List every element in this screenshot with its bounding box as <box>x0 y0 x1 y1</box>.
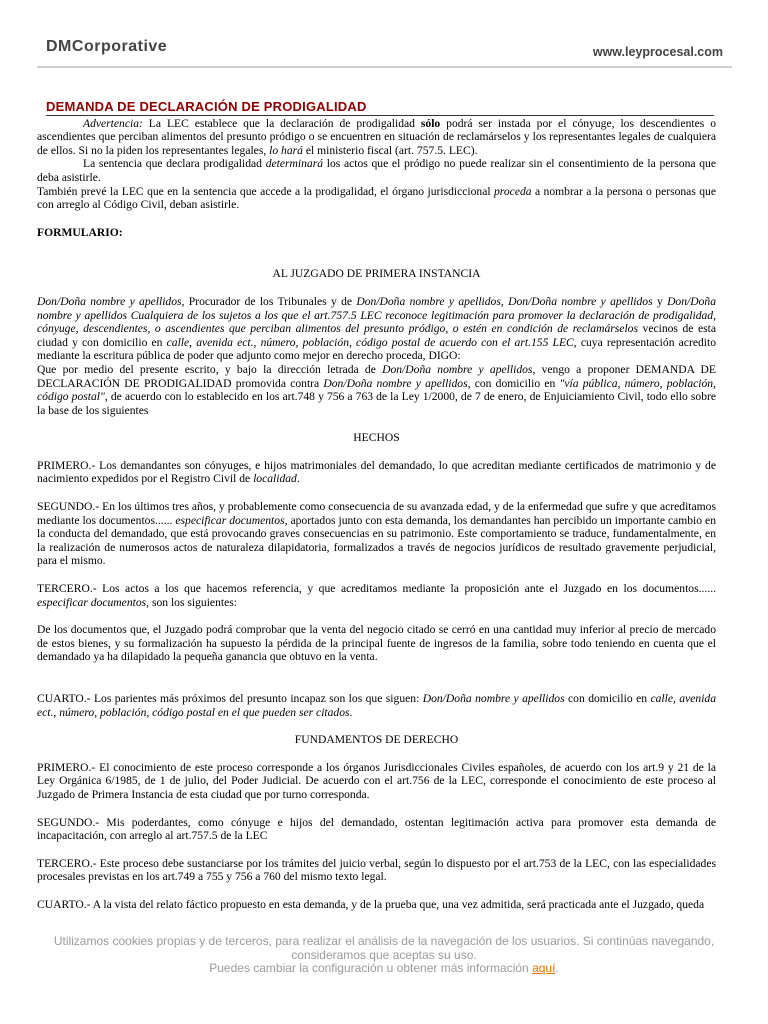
comparecencia-paragraph <box>37 295 716 363</box>
text-run: los actos que el pródigo no puede realizar sin el consentimiento de la persona que deba asistirle. <box>37 157 716 184</box>
text-run: , aportados junto con esta demanda, los demandantes han percibido un importante cambio en la conducta del demandado, que está provocando graves consecuencias en su patrimonio. Este comportamiento se traduce, fundamentalmente, en la realización de numerosos actos de naturaleza dilapidatoria, formalizados a través de negocios jurídicos de resultado gravemente perjudicial, para el mismo. <box>37 513 716 568</box>
hecho-segundo <box>37 500 716 568</box>
text-italic: lo hará <box>269 143 303 157</box>
text-run: a nombrar a la persona o personas que con arreglo al Código Civil, deban asistirle. <box>37 184 716 212</box>
juzgado-heading: AL JUZGADO DE PRIMERA INSTANCIA <box>272 267 481 281</box>
text-run: SEGUNDO.- En los últimos tres años, y probablemente como consecuencia de su avanzada edad, y de la enfermedad que sufre y que acreditamos mediante los documentos...... <box>37 500 716 527</box>
text-italic: Don/Doña nombre y apellidos <box>382 362 533 376</box>
hecho-tercero <box>37 582 716 609</box>
tambien-paragraph <box>37 185 716 212</box>
text-italic: especificar documentos <box>175 513 285 527</box>
demanda-paragraph <box>37 363 716 417</box>
brand-logo[interactable]: DMCorporative <box>46 38 168 55</box>
text-italic: Don/Doña nombre y apellidos <box>323 376 468 390</box>
text-run: vecinos de esta ciudad y con domicilio en <box>37 322 716 349</box>
text-italic: calle, avenida ect., número, población, código postal en el que pueden ser citados <box>37 692 717 719</box>
text-run: , cuya representación acredito mediante la escritura pública de poder que adjunto como mejor en derecho proceda, DIGO: <box>37 335 716 363</box>
hecho-tercero-detalle: De los documentos que, el Juzgado podrá comprobar que la venta del negocio citado se cerró en una cantidad muy inferior al precio de mercado de estos bienes, y su formalización ha supuesto la pérdida de la principal fuente de ingresos de la familia, sobre todo teniendo en cuenta que el demandado ya ha dilapidado la pequeña ganancia que obtuvo en la venta. <box>37 623 716 664</box>
text-run: el ministerio fiscal (art. 757.5. LEC). <box>302 143 478 157</box>
text-run: La LEC establece que la declaración de prodigalidad <box>142 116 421 130</box>
cookie-more-info-link[interactable]: aquí <box>532 961 556 975</box>
text-italic: Don/Doña nombre y apellidos Cualquiera de los sujetos a los que el art.757.5 LEC reconoce legitimación para promover la declaración de prodigalidad, cónyuge, descendientes, o ascendientes que perciban alimentos del presunto pródigo, o estén en condición de reclamárselos <box>37 294 717 336</box>
text-run: , de acuerdo con lo establecido en los art.748 y 756 a 763 de la Ley 1/2000, de 7 de enero, de Enjuiciamiento Civil, todo ello sobre la base de los siguientes <box>37 390 716 417</box>
hechos-heading: HECHOS <box>353 431 400 445</box>
fundamento-primero: PRIMERO.- El conocimiento de este proceso corresponde a los órganos Jurisdiccionales Civiles españoles, de acuerdo con los art.9 y 21 de la Ley Orgánica 6/1985, de 1 de julio, del Poder Judicial. De acuerdo con el art.756 de la LEC, corresponde el conocimiento de este proceso al Juzgado de Primera Instancia de esta ciudad que por turno corresponda. <box>37 760 716 801</box>
document-body <box>37 100 716 912</box>
formulario-heading: FORMULARIO: <box>37 225 123 239</box>
text-run: podrá ser instada por el cónyuge, los descendientes o ascendientes que perciban alimentos del presunto pródigo o se encuentren en situación de reclamárselos y los representantes legales de cualquiera de ellos. Si no la piden los representantes legales, <box>37 116 717 157</box>
fundamento-cuarto: CUARTO.- A la vista del relato fáctico propuesto en esta demanda, y de la prueba que, una vez admitida, será practicada ante el Juzgado, queda <box>37 897 705 911</box>
hecho-cuarto <box>37 692 716 719</box>
text-italic: determinará <box>265 157 324 171</box>
cookie-banner <box>0 935 768 976</box>
text-run: CUARTO.- Los parientes más próximos del presunto incapaz son los que siguen: <box>37 692 423 705</box>
text-run: , vengo a proponer DEMANDA DE DECLARACIÓN DE PRODIGALIDAD promovida contra <box>37 362 717 390</box>
fundamentos-heading: FUNDAMENTOS DE DERECHO <box>294 733 459 747</box>
text-bold: sólo <box>420 116 441 130</box>
text-italic: especificar documentos <box>37 595 147 609</box>
cookie-text-run: Puedes cambiar la configuración u obtener más información <box>209 961 533 975</box>
text-italic: calle, avenida ect., número, población, código postal de acuerdo con el art.155 LEC <box>166 335 574 349</box>
hecho-primero <box>37 459 716 486</box>
site-url[interactable]: www.leyprocesal.com <box>592 45 723 59</box>
advertencia-label: Advertencia: <box>83 116 143 130</box>
cookie-text-run: . <box>555 961 559 975</box>
advertencia-paragraph <box>37 117 716 158</box>
text-run: , con domicilio en <box>467 376 560 390</box>
text-run: . <box>349 705 353 719</box>
text-run: PRIMERO.- Los demandantes son cónyuges, e hijos matrimoniales del demandado, lo que acreditan mediante certificados de matrimonio y de nacimiento expedidos por el Registro Civil de <box>37 458 716 486</box>
cookie-text-line1: Utilizamos cookies propias y de terceros, para realizar el análisis de la navegación de los usuarios. Si continúas navegando, <box>53 934 715 948</box>
text-run: . <box>296 472 300 486</box>
text-italic: Don/Doña nombre y apellidos, Don/Doña nombre y apellidos <box>356 294 653 308</box>
fundamento-segundo: SEGUNDO.- Mis poderdantes, como cónyuge e hijos del demandado, ostentan legitimación activa para promover esta demanda de incapacitación, con arreglo al art.757.5 de la LEC <box>37 815 716 843</box>
text-italic: Don/Doña nombre y apellidos <box>37 294 182 308</box>
cookie-text-line2: consideramos que aceptas su uso. <box>291 947 477 962</box>
text-run: Que por medio del presente escrito, y bajo la dirección letrada de <box>37 362 383 376</box>
text-italic: localidad <box>253 472 297 486</box>
document-title: DEMANDA DE DECLARACIÓN DE PRODIGALIDAD <box>46 100 714 116</box>
text-run: También prevé la LEC que en la sentencia que accede a la prodigalidad, el órgano jurisdiccional <box>37 184 494 198</box>
cookie-text-line3 <box>0 962 768 976</box>
text-run: TERCERO.- Los actos a los que hacemos referencia, y que acreditamos mediante la proposición ante el Juzgado en los documentos...... <box>37 582 716 596</box>
text-run: y <box>652 294 668 308</box>
text-italic: proceda <box>494 184 532 198</box>
site-header <box>37 36 732 68</box>
text-run: , son los siguientes: <box>146 595 237 609</box>
text-italic: "vía pública, número, población, código postal" <box>37 376 716 404</box>
text-run: con domicilio en <box>564 692 651 705</box>
sentencia-paragraph <box>37 157 716 184</box>
text-run: , Procurador de los Tribunales y de <box>181 294 357 308</box>
text-run: La sentencia que declara prodigalidad <box>83 157 266 171</box>
fundamento-tercero: TERCERO.- Este proceso debe sustanciarse por los trámites del juicio verbal, según lo dispuesto por el art.753 de la LEC, con las especialidades procesales previstas en los art.749 a 755 y 756 a 760 del mismo texto legal. <box>37 856 716 884</box>
text-italic: Don/Doña nombre y apellidos <box>422 692 565 705</box>
